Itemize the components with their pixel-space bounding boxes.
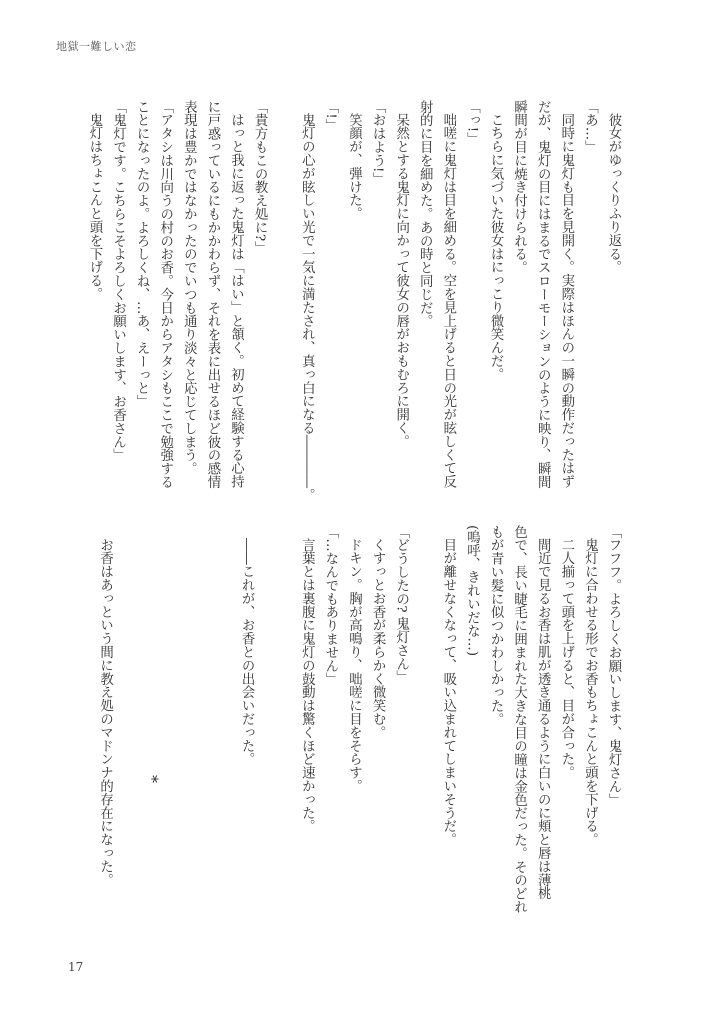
text-line: 鬼灯に合わせる形でお香もちょこんと頭を下げる。: [582, 538, 598, 847]
text-line: 「!」: [322, 100, 338, 133]
text-line: 瞬間が目に焼き付けられる。: [511, 100, 527, 275]
text-line: 「貴方もこの教え処に?」: [252, 100, 268, 255]
blank-line: [164, 525, 188, 945]
page-number: 17: [68, 960, 84, 974]
text-line: 「っ!」: [464, 100, 480, 146]
text-line: 彼女がゆっくりふり返る。: [606, 113, 621, 275]
text-line: 「フフフ。よろしくお願いします、鬼灯さん」: [606, 525, 621, 807]
text-line: 間近で見るお香は肌が透き通るように白いのに頬と唇は薄桃: [535, 538, 551, 901]
text-block-top: [82, 100, 625, 520]
blank-line: [413, 525, 437, 945]
text-line: 「どうしたの? 鬼灯さん」: [393, 525, 409, 684]
text-line: もが青い髪に似つかわしかった。: [488, 525, 504, 726]
text-line: くすっとお香が柔らかく微笑む。: [370, 538, 386, 740]
text-line: ことになったのよ。よろしくね、…あ、えーっと」: [134, 100, 150, 409]
blank-line: [187, 525, 211, 945]
text-line: 二人揃って頭を上げると、目が合った。: [558, 538, 574, 780]
text-line: 言葉とは裏腹に鬼灯の鼓動は驚くほど速かった。: [299, 538, 315, 834]
text-line: 咄嗟に鬼灯は目を細める。空を見上げると日の光が眩しくて反: [440, 113, 456, 489]
text-line: 笑顔が、弾けた。: [346, 113, 362, 221]
blank-line: [211, 525, 235, 945]
section-break-asterisk: *: [142, 775, 162, 783]
text-line: だが、鬼灯の目にはまるでスローモーションのように映り、瞬間: [535, 100, 551, 489]
blank-line: [271, 525, 295, 945]
text-line: 表現は豊かではなかったのでいつも通り淡々と応じてしまう。: [181, 100, 197, 476]
text-line: ――これが、お香との出会いだった。: [239, 538, 255, 767]
text-line: 「アタシは川向うの村のお香。今日からアタシもここで勉強する: [157, 100, 173, 489]
text-line: (嗚呼、きれいだな…): [464, 525, 480, 657]
text-line: 「おはよう!」: [370, 100, 386, 186]
blank-line: [271, 100, 295, 520]
text-line: 鬼灯の心が眩しい光で一気に満たされ、真っ白になる――――。: [299, 113, 315, 502]
text-block-bottom: [93, 525, 625, 945]
text-line: 同時に鬼灯も目を見開く。実際はほんの一瞬の動作だったはず: [558, 113, 574, 489]
text-line: こちらに気づいた彼女はにっこり微笑んだ。: [488, 113, 504, 382]
blank-line: [117, 525, 141, 945]
text-line: 「…なんでもありません」: [322, 525, 338, 686]
text-line: 鬼灯はちょこんと頭を下げる。: [86, 113, 102, 301]
running-header: 地獄一難しい恋: [56, 40, 137, 53]
text-line: 「あ…」: [582, 100, 598, 154]
text-line: 呆然とする鬼灯に向かって彼女の唇がおもむろに開く。: [393, 113, 409, 449]
text-line: 射的に目を細めた。あの時と同じだ。: [417, 100, 433, 328]
text-line: はっと我に返った鬼灯は「はい」と頷く。初めて経験する心持: [228, 113, 244, 489]
text-line: お香はあっという間に教え処のマドンナ的存在になった。: [97, 538, 113, 887]
text-line: ドキン。胸が高鳴り、咄嗟に目をそらす。: [346, 538, 362, 793]
text-line: 色で、長い睫毛に囲まれた大きな目の瞳は金色だった。そのどれ: [511, 525, 527, 914]
text-line: 目が離せなくなって、吸い込まれてしまいそうだ。: [440, 538, 456, 847]
text-line: 「鬼灯です。こちらこそよろしくお願いします、お香さん」: [110, 100, 126, 462]
text-line: に戸惑っているにもかかわらず、それを表に出せるほど彼の感情: [204, 100, 220, 489]
